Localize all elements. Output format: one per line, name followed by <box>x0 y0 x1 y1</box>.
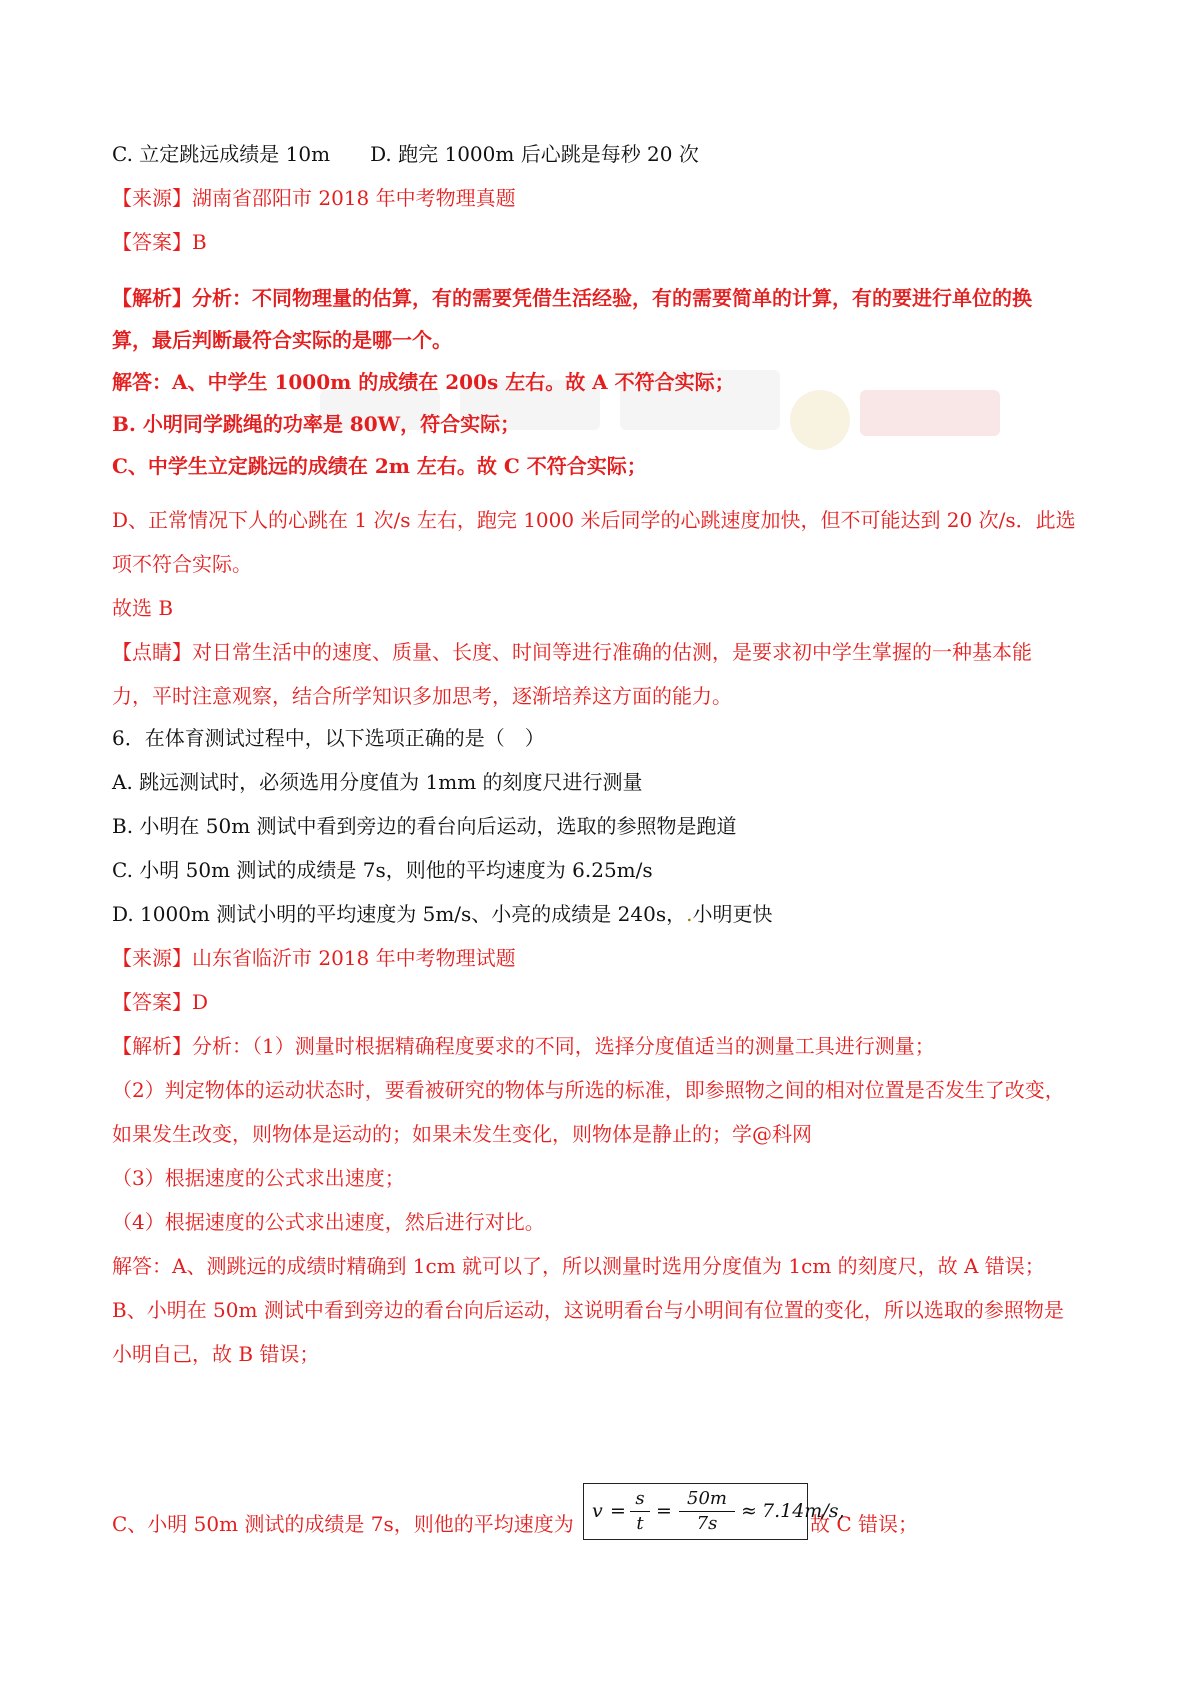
stray-mark: . <box>686 902 693 926</box>
analysis-line: 如果发生改变，则物体是运动的；如果未发生变化，则物体是静止的；学@科网 <box>112 1122 812 1146</box>
analysis-line: 【解析】分析：不同物理量的估算，有的需要凭借生活经验，有的需要简单的计算，有的要进行单位的换 <box>112 286 1032 310</box>
comment-line: 力，平时注意观察，结合所学知识多加思考，逐渐培养这方面的能力。 <box>112 684 732 708</box>
formula-denominator: 7s <box>696 1513 718 1534</box>
solution-line: D、正常情况下人的心跳在 1 次/s 左右，跑完 1000 米后同学的心跳速度加快，但不可能达到 20 次/s．此选 <box>112 508 1076 532</box>
formula-fraction-values <box>679 1487 735 1536</box>
solution-line: C、中学生立定跳远的成绩在 2m 左右。故 C 不符合实际； <box>112 454 647 478</box>
formula-result: 7.14m/s, <box>762 1500 845 1522</box>
formula-t: t <box>636 1513 644 1534</box>
analysis-line: 算，最后判断最符合实际的是哪一个。 <box>112 328 452 352</box>
option-cd-line: C. 立定跳远成绩是 10m D. 跑完 1000m 后心跳是每秒 20 次 <box>112 142 699 166</box>
option-a: A. 跳远测试时，必须选用分度值为 1mm 的刻度尺进行测量 <box>112 770 643 794</box>
solution-line: 解答：A、中学生 1000m 的成绩在 200s 左右。故 A 不符合实际； <box>112 370 735 394</box>
comment-line: 【点睛】对日常生活中的速度、质量、长度、时间等进行准确的估测，是要求初中学生掌握的一种基本能 <box>112 640 1032 664</box>
option-d-tail: 小明更快 <box>692 902 773 926</box>
velocity-formula <box>583 1483 845 1540</box>
formula-s: s <box>635 1488 645 1509</box>
solution-line: B. 小明同学跳绳的功率是 80W，符合实际； <box>112 412 521 436</box>
formula-equals-2: = <box>656 1500 672 1522</box>
analysis-line: （3）根据速度的公式求出速度； <box>112 1166 405 1190</box>
answer-line: 【答案】B <box>112 230 207 254</box>
answer-line: 【答案】D <box>112 990 209 1014</box>
solution-line: 解答：A、测跳远的成绩时精确到 1cm 就可以了，所以测量时选用分度值为 1cm 的刻度尺，故 A 错误； <box>112 1254 1045 1278</box>
solution-line-c-end: 故 C 错误； <box>810 1512 919 1536</box>
analysis-line: 【解析】分析：（1）测量时根据精确程度要求的不同，选择分度值适当的测量工具进行测量； <box>112 1034 935 1058</box>
source-line: 【来源】湖南省邵阳市 2018 年中考物理真题 <box>112 186 516 210</box>
formula-numerator: 50m <box>687 1488 727 1509</box>
option-d-text: D. 1000m 测试小明的平均速度为 5m/s、小亮的成绩是 240s， <box>112 902 687 926</box>
option-c: C. 小明 50m 测试的成绩是 7s，则他的平均速度为 6.25m/s <box>112 858 653 882</box>
formula-equals: = <box>610 1500 626 1522</box>
analysis-line: （2）判定物体的运动状态时，要看被研究的物体与所选的标准，即参照物之间的相对位置是否发生了改变， <box>112 1078 1065 1102</box>
solution-line: 小明自己，故 B 错误； <box>112 1342 320 1366</box>
conclusion-line: 故选 B <box>112 596 174 620</box>
question-6-title: 6．在体育测试过程中，以下选项正确的是（ ） <box>112 726 545 750</box>
solution-line: 项不符合实际。 <box>112 552 252 576</box>
solution-line-c-start: C、小明 50m 测试的成绩是 7s，则他的平均速度为 <box>112 1512 574 1536</box>
option-b: B. 小明在 50m 测试中看到旁边的看台向后运动，选取的参照物是跑道 <box>112 814 737 838</box>
source-line: 【来源】山东省临沂市 2018 年中考物理试题 <box>112 946 516 970</box>
formula-fraction-st <box>630 1487 650 1536</box>
option-d <box>112 900 772 928</box>
formula-v: v <box>592 1500 603 1522</box>
solution-line: B、小明在 50m 测试中看到旁边的看台向后运动，这说明看台与小明间有位置的变化，所以选取的参照物是 <box>112 1298 1064 1322</box>
formula-approx: ≈ <box>741 1500 757 1522</box>
analysis-line: （4）根据速度的公式求出速度，然后进行对比。 <box>112 1210 545 1234</box>
